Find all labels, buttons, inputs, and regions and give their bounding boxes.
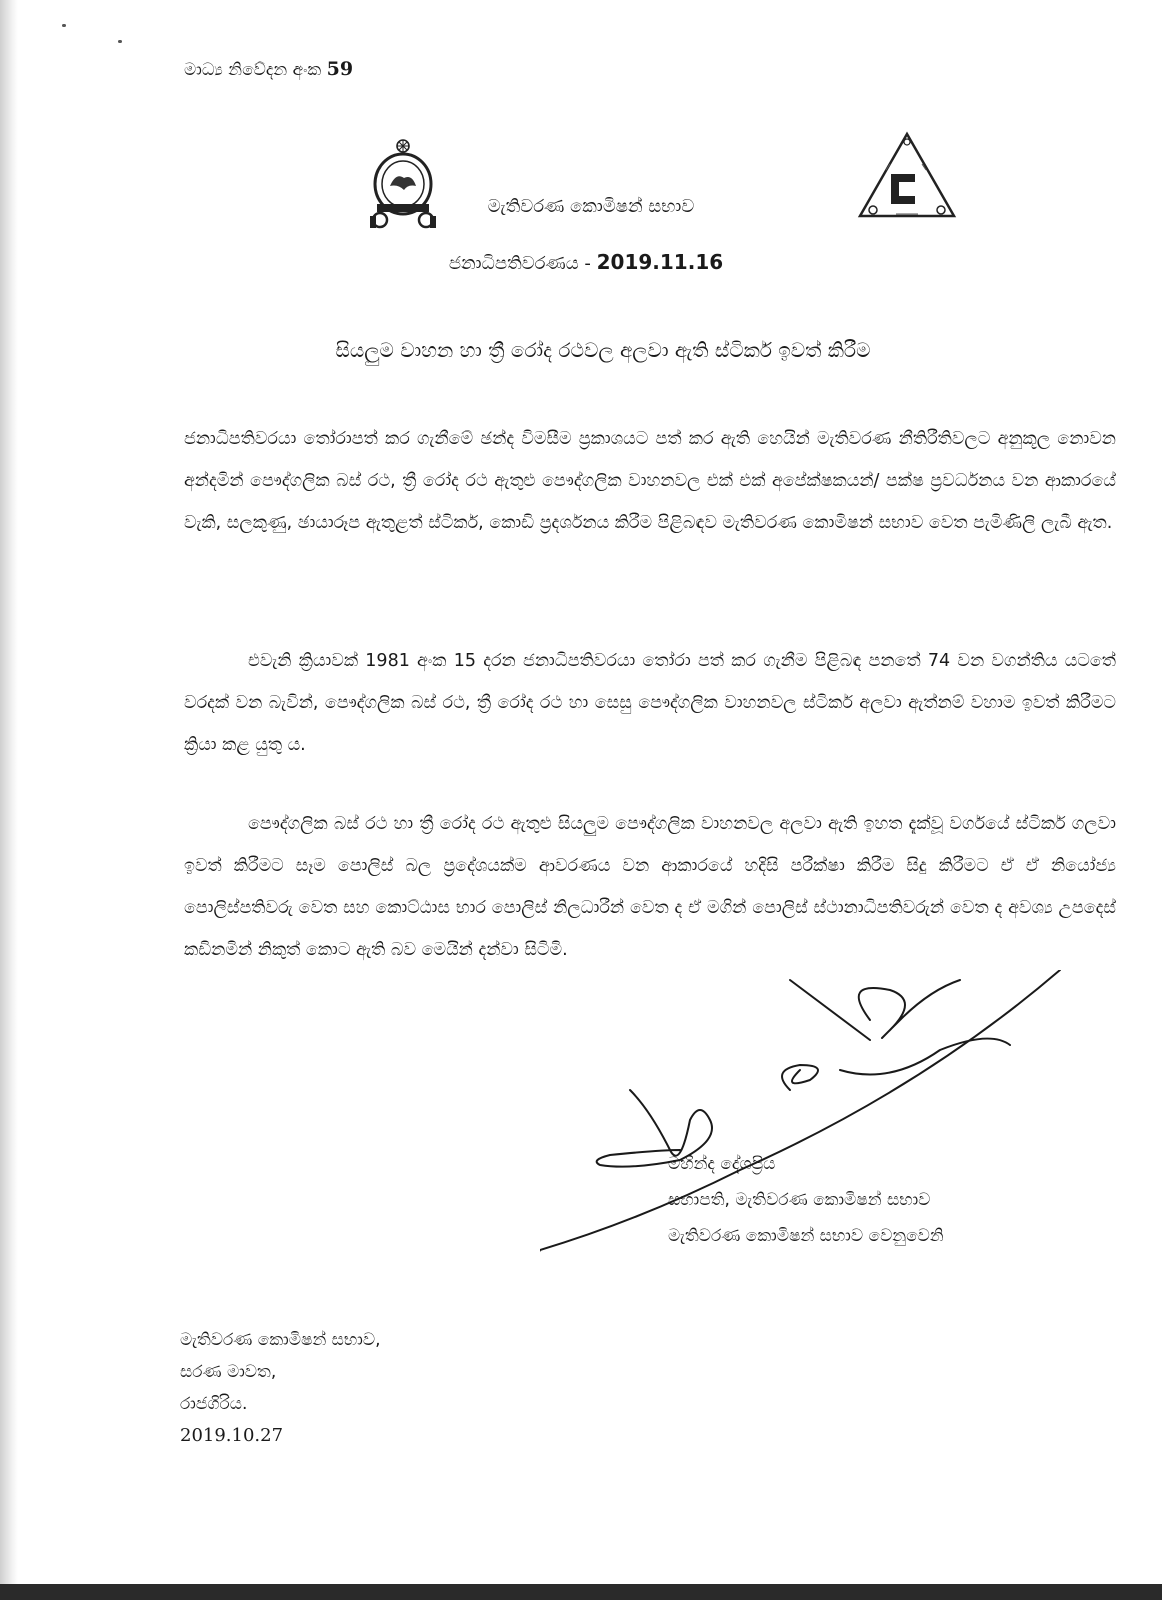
press-release-number: 59 (326, 58, 354, 80)
press-release-label: මාධ්‍ය නිවේදන අංක (184, 60, 322, 80)
address-line-2: සරණ මාවත, (180, 1362, 277, 1382)
signatory-on-behalf: මැතිවරණ කොමිෂන් සභාව වෙනුවෙනි (668, 1226, 944, 1246)
election-date: 2019.11.16 (596, 250, 724, 274)
press-release-reference (184, 58, 353, 80)
notice-title: සියලුම වාහන හා ත්‍රී රෝද රථවල අලවා ඇති ස්ටිකර් ඉවත් කිරීම (335, 338, 871, 362)
address-line-3: රාජගිරිය. (180, 1394, 248, 1414)
scan-speck (118, 40, 122, 43)
scan-bottom-edge (0, 1584, 1162, 1600)
body-paragraph-1: ජනාධිපතිවරයා තෝරාපත් කර ගැනීමේ ඡන්ද විමසීම ප්‍රකාශයට පත් කර ඇති හෙයින් මැතිවරණ නීතිරීතිවලට අනුකූල නොවන අන්දමින් පෞද්ගලික බස් රථ, ත්‍රී රෝද රථ ඇතුළු පෞද්ගලික වාහනවල එක් එක් අපේක්ෂකයන්/ පක්ෂ ප්‍රවර්ධනය වන ආකාරයේ වැකි, සලකුණු, ඡායාරූප ඇතුළත් ස්ටිකර්, කොඩි ප්‍රදර්ශනය කිරීම පිළිබඳව මැතිවරණ කොමිෂන් සභාව වෙත පැමිණිලි ලැබී ඇත. (184, 429, 1116, 533)
election-heading (0, 250, 1162, 274)
scan-left-edge (0, 0, 18, 1600)
scan-speck (62, 24, 66, 27)
handwritten-signature (540, 970, 1080, 1270)
body-paragraph-2: එවැනි ක්‍රියාවක් 1981 අංක 15 දරන ජනාධිපතිවරයා තෝරා පත් කර ගැනීම පිළිබඳ පනතේ 74 වන වගන්තිය යටතේ වරදක් වන බැවින්, පෞද්ගලික බස් රථ, ත්‍රී රෝද රථ හා සෙසු පෞද්ගලික වාහනවල ස්ටිකර් අලවා ඇත්නම් වහාම ඉවත් කිරීමට ක්‍රියා කළ යුතු ය. (184, 651, 1116, 755)
organization-name: මැතිවරණ කොමිෂන් සභාව (487, 196, 695, 217)
address-block (180, 1324, 381, 1452)
address-line-1: මැතිවරණ කොමිෂන් සභාව, (180, 1330, 381, 1350)
election-label: ජනාධිපතිවරණය - (448, 253, 591, 274)
body-paragraph-3: පෞද්ගලික බස් රථ හා ත්‍රී රෝද රථ ඇතුළු සියලුම පෞද්ගලික වාහනවල අලවා ඇති ඉහත දැක්වූ වර්ගයේ ස්ටිකර් ගලවා ඉවත් කිරීමට සෑම පොලිස් බල ප්‍රදේශයක්ම ආවරණය වන ආකාරයේ හදිසි පරීක්ෂා කිරීම සිදු කිරීමට ඒ ඒ නියෝජ්‍ය පොලිස්පතිවරු වෙත සහ කොට්ඨාස භාර පොලිස් නිලධාරීන් වෙත ද ඒ මගින් පොලිස් ස්ථානාධිපතිවරුන් වෙත ද අවශ්‍ය උපදෙස් කඩිනමින් නිකුත් කොට ඇති බව මෙයින් දන්වා සිටිමි. (184, 814, 1116, 960)
signatory-title: සභාපති, මැතිවරණ කොමිෂන් සභාව (668, 1190, 931, 1210)
signatory-name: මහින්ද දේශප්‍රිය (668, 1154, 776, 1174)
issue-date: 2019.10.27 (180, 1425, 284, 1446)
